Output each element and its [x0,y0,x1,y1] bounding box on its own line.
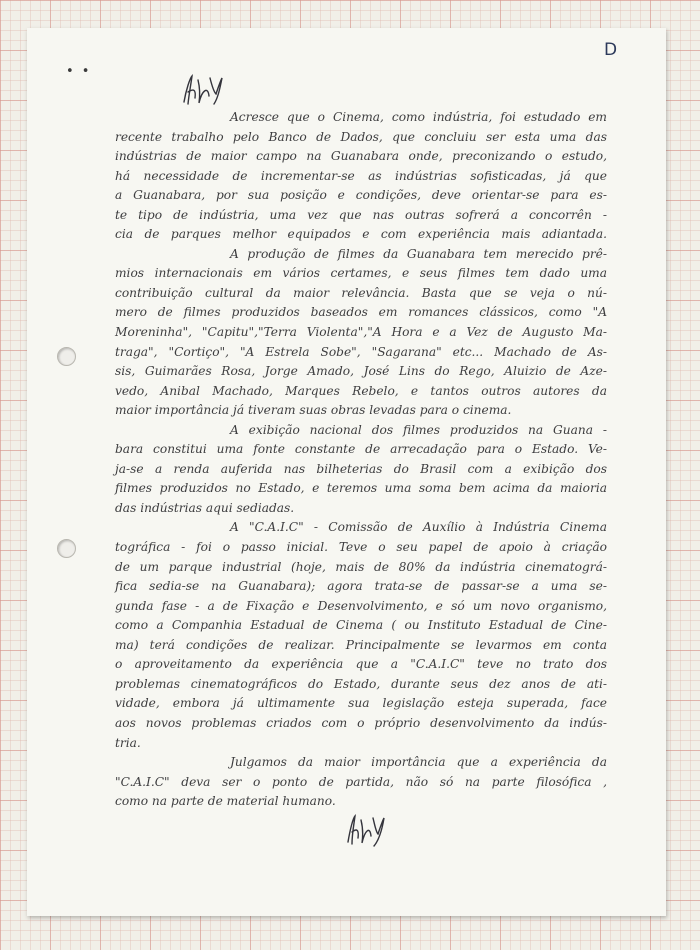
text-line: filmes produzidos no Estado, e teremos uma soma bem acima da maioria [115,481,607,496]
text-line: A exibição nacional dos filmes produzidos na Guana - [230,422,607,437]
text-line: tográfica - foi o passo inicial. Teve o seu papel de apoio à criação [115,540,607,555]
text-line: mero de filmes produzidos baseados em romances clássicos, como "A [115,305,607,320]
typed-letter-body [115,108,607,812]
punch-hole [57,539,76,558]
text-line: "C.A.I.C" deva ser o ponto de partida, não só na parte filosófica , [115,774,607,789]
text-line: Moreninha", "Capitu","Terra Violenta","A Hora e a Vez de Augusto Ma- [115,325,607,340]
text-line: vedo, Anibal Machado, Marques Rebelo, e tantos outros autores da [115,383,607,398]
text-line: como na parte de material humano. [115,794,336,809]
text-line: sis, Guimarães Rosa, Jorge Amado, José Lins do Rego, Aluizio de Aze- [115,364,607,379]
text-line: gunda fase - a de Fixação e Desenvolvimento, e só um novo organismo, [115,598,607,613]
text-line: o aproveitamento da experiência que a "C.A.I.C" teve no trato dos [115,657,607,672]
text-line: vidade, embora já ultimamente sua legislação esteja superada, face [115,696,607,711]
text-line: há necessidade de incrementar-se as indústrias sofisticadas, já que [115,168,607,183]
text-line: a Guanabara, por sua posição e condições, deve orientar-se para es- [115,188,607,203]
text-line: recente trabalho pelo Banco de Dados, que concluiu ser esta uma das [115,129,607,144]
text-line: tria. [115,735,141,750]
initials-signature-bottom [342,808,390,848]
text-line: cia de parques melhor equipados e com experiência mais adiantada. [115,227,607,242]
text-line: A produção de filmes da Guanabara tem merecido prê- [230,246,607,261]
text-line: ja-se a renda auferida nas bilheterias do Brasil com a exibição dos [115,461,607,476]
text-line: como a Companhia Estadual de Cinema ( ou Instituto Estadual de Cine- [115,618,607,633]
text-line: aos novos problemas criados com o próprio desenvolvimento da indús- [115,715,607,730]
page-number: D [604,40,618,60]
text-line: problemas cinematográficos do Estado, durante seus dez anos de ati- [115,676,607,691]
punch-hole [57,347,76,366]
text-line: ma) terá condições de realizar. Principalmente se levarmos em conta [115,637,607,652]
text-line: Julgamos da maior importância que a experiência da [230,755,607,770]
text-line: bara constitui uma fonte constante de arrecadação para o Estado. Ve- [115,442,607,457]
text-line: indústrias de maior campo na Guanabara onde, preconizando o estudo, [115,149,607,164]
text-line: de um parque industrial (hoje, mais de 80% da indústria cinematográ- [115,559,607,574]
text-line: das indústrias aqui sediadas. [115,500,295,515]
text-line: maior importância já tiveram suas obras levadas para o cinema. [115,403,512,418]
text-line: A "C.A.I.C" - Comissão de Auxílio à Indústria Cinema [230,520,607,535]
text-line: Acresce que o Cinema, como indústria, foi estudado em [230,110,607,124]
initials-signature-top [176,70,232,108]
text-line: te tipo de indústria, uma vez que nas outras sofrerá a concorrên - [115,207,607,222]
text-line: mios internacionais em vários certames, e seus filmes tem dado uma [115,266,607,281]
text-line: traga", "Cortiço", "A Estrela Sobe", "Sagarana" etc... Machado de As- [115,344,607,359]
text-line: contribuição cultural da maior relevância. Basta que se veja o nú- [115,285,607,300]
corner-marks: • • [66,64,92,79]
text-line: fica sedia-se na Guanabara); agora trata-se de passar-se a uma se- [115,579,607,594]
